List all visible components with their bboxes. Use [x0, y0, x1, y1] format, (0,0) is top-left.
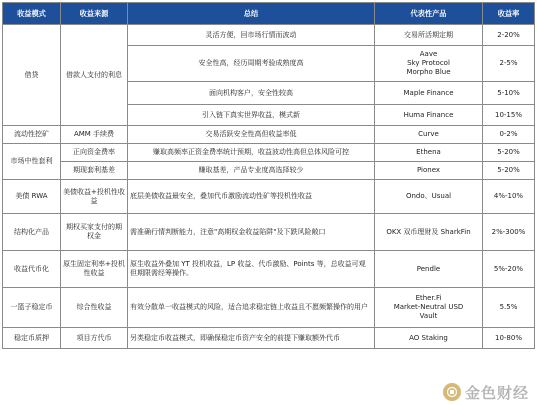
cell-summary: 灵活方便，回市场行情而波动: [128, 25, 375, 46]
table-row: [3, 288, 535, 328]
cell-mode-lending: 借贷: [3, 25, 61, 126]
cell-product: [375, 288, 483, 328]
product-line: Sky Protocol: [407, 59, 450, 68]
cell-source-lending: 借款人支付的利息: [61, 25, 128, 126]
cell-source: 综合性收益: [61, 288, 128, 328]
cell-mode: 收益代币化: [3, 251, 61, 288]
cell-rate: 2-20%: [483, 25, 535, 46]
cell-product: Huma Finance: [375, 105, 483, 126]
cell-rate: 5-20%: [483, 162, 535, 180]
cell-rate: 10-15%: [483, 105, 535, 126]
cell-source: 原生固定利率+投机性收益: [61, 251, 128, 288]
cell-product: 交易所活期定期: [375, 25, 483, 46]
yield-comparison-table: [2, 2, 535, 349]
cell-summary: 面向机构客户，安全性较高: [128, 82, 375, 105]
watermark: [443, 381, 529, 403]
cell-product: Ethena: [375, 144, 483, 162]
cell-product: Maple Finance: [375, 82, 483, 105]
cell-product: OKX 双币理财及 SharkFin: [375, 214, 483, 251]
gold-coin-logo-icon: [443, 383, 461, 401]
table-row: [3, 328, 535, 349]
cell-mode: 一篮子稳定币: [3, 288, 61, 328]
header-summary: 总结: [128, 3, 375, 25]
watermark-text: 金色财经: [464, 383, 529, 402]
cell-product: AO Staking: [375, 328, 483, 349]
cell-mode-neutral-arbitrage: 市场中性套利: [3, 144, 61, 180]
cell-summary: 交易活跃安全性高但收益率低: [128, 126, 375, 144]
cell-rate: 5%-20%: [483, 251, 535, 288]
table-row: [3, 126, 535, 144]
table-header-row: [3, 3, 535, 25]
cell-summary: 赚取高频率正资金费率统计预期，收益波动性高但总体风险可控: [128, 144, 375, 162]
cell-rate: 5-10%: [483, 82, 535, 105]
table-row: [3, 144, 535, 162]
cell-product: Ondo、Usual: [375, 180, 483, 214]
cell-summary: 赚取基差，产品专业度高选择较少: [128, 162, 375, 180]
cell-summary: 安全性高，经历周期考验成熟度高: [128, 46, 375, 82]
cell-source: 项目方代币: [61, 328, 128, 349]
table-row: [3, 162, 535, 180]
header-yield-source: 收益来源: [61, 3, 128, 25]
header-yield-rate: 收益率: [483, 3, 535, 25]
product-line: Ether.Fi: [415, 294, 442, 303]
cell-product: [375, 46, 483, 82]
cell-product: Pionex: [375, 162, 483, 180]
product-line: Market-Neutral USD: [393, 303, 464, 312]
table-row: [3, 251, 535, 288]
cell-rate: 0-2%: [483, 126, 535, 144]
cell-product: Curve: [375, 126, 483, 144]
cell-rate: 4%-10%: [483, 180, 535, 214]
cell-source: 期现套利基差: [61, 162, 128, 180]
header-yield-mode: 收益模式: [3, 3, 61, 25]
table-row: [3, 180, 535, 214]
product-line: Vault: [419, 311, 438, 320]
cell-mode: 流动性挖矿: [3, 126, 61, 144]
cell-summary: 底层美债收益最安全，叠加代币激励流动性矿等投机性收益: [128, 180, 375, 214]
cell-rate: 2-5%: [483, 46, 535, 82]
table-row: [3, 25, 535, 46]
product-line: Morpho Blue: [406, 67, 451, 76]
cell-rate: 5.5%: [483, 288, 535, 328]
cell-summary: 另类稳定币收益模式，即确保稳定币资产安全的前提下赚取额外代币: [128, 328, 375, 349]
cell-mode: 美债 RWA: [3, 180, 61, 214]
cell-mode: 结构化产品: [3, 214, 61, 251]
cell-source: 美债收益+投机性收益: [61, 180, 128, 214]
cell-product: Pendle: [375, 251, 483, 288]
cell-source: 正向资金费率: [61, 144, 128, 162]
cell-summary: 原生收益外叠加 YT 投机收益，LP 收益、代币激励、Points 等，总收益可观但期限需经筹操作。: [128, 251, 375, 288]
cell-rate: 2%-300%: [483, 214, 535, 251]
table-row: [3, 214, 535, 251]
cell-summary: 有效分散单一收益模式的风险，适合追求稳定链上收益且不愿频繁操作的用户: [128, 288, 375, 328]
cell-summary: 需准确行情判断能力，注意"高期权金收益陷阱"及下跌风险敞口: [128, 214, 375, 251]
product-line: Aave: [419, 50, 438, 59]
cell-summary: 引入链下真实世界收益，模式新: [128, 105, 375, 126]
cell-source: AMM 手续费: [61, 126, 128, 144]
header-representative-product: 代表性产品: [375, 3, 483, 25]
cell-rate: 10-80%: [483, 328, 535, 349]
cell-source: 期权买家支付的期权金: [61, 214, 128, 251]
cell-rate: 5-20%: [483, 144, 535, 162]
cell-mode: 稳定币质押: [3, 328, 61, 349]
